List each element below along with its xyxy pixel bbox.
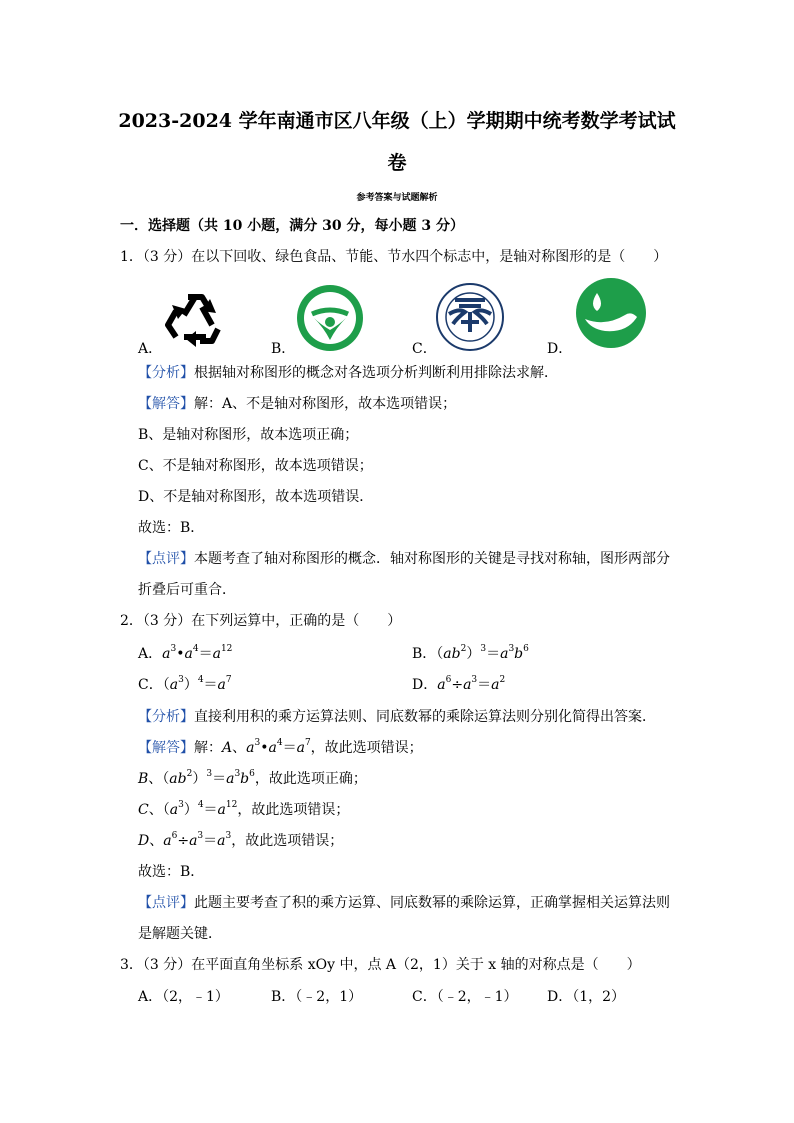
question-3-stem: 3．（3 分）在平面直角坐标系 xOy 中，点 A（2，1）关于 x 轴的对称点是（ ）	[120, 957, 641, 973]
q1-analysis-text: 根据轴对称图形的概念对各选项分析判断利用排除法求解．	[194, 365, 558, 381]
q2-answer-line-4: D、$a^6\div a^3=a^3$，故此选项错误；	[138, 831, 344, 849]
q2-comment-line-2: 是解题关键．	[138, 926, 222, 942]
q2-option-c: C．$(a^3)^4=a^7$	[138, 675, 232, 693]
green-food-icon	[296, 284, 364, 352]
q1-comment-tag: 【点评】	[138, 551, 194, 567]
q2-option-a: A．$a^3•a^4=a^{12}$	[138, 644, 233, 662]
q2-comment-tag: 【点评】	[138, 895, 194, 911]
question-2-stem: 2．（3 分）在下列运算中，正确的是（ ）	[120, 613, 402, 629]
q2-option-d: D．$a^6\div a^3=a^2$	[412, 675, 506, 693]
q1-answer-tag: 【解答】	[138, 396, 194, 412]
q2-answer-line-3: C、$(a^3)^4=a^{12}$，故此选项错误；	[138, 800, 350, 818]
q1-comment-line-2: 折叠后可重合．	[138, 582, 236, 598]
q2-analysis-text: 直接利用积的乘方运算法则、同底数幂的乘除运算法则分别化简得出答案．	[194, 709, 656, 725]
document-title-line-1: 2023-2024 学年南通市区八年级（上）学期期中统考数学考试试	[118, 110, 676, 132]
q1-answer-line-3: C、不是轴对称图形，故本选项错误；	[138, 458, 373, 474]
q2-answer-line-1: 【解答】解：A、$a^3•a^4=a^7$，故此选项错误；	[138, 738, 423, 756]
q2-analysis-tag: 【分析】	[138, 709, 194, 725]
q1-answer-line-4: D、不是轴对称图形，故本选项错误．	[138, 489, 374, 505]
q3-option-c: C．（﹣2，﹣1）	[412, 989, 518, 1005]
q1-option-a-label: A．	[138, 341, 163, 357]
q1-option-d-label: D．	[547, 341, 573, 357]
recycle-icon	[162, 289, 228, 351]
water-saving-icon	[575, 277, 647, 349]
q1-answer-line-1: 解：A、不是轴对称图形，故本选项错误；	[194, 396, 457, 412]
q2-choose: 故选：B．	[138, 864, 205, 880]
q1-comment-text: 本题考查了轴对称图形的概念．轴对称图形的关键是寻找对称轴，图形两部分	[194, 551, 670, 567]
q3-option-d: D．（1，2）	[547, 989, 626, 1005]
q1-analysis-tag: 【分析】	[138, 365, 194, 381]
q3-option-a: A．（2，﹣1）	[138, 989, 229, 1005]
q1-comment	[138, 550, 670, 568]
document-subtitle: 参考答案与试题解析	[356, 193, 438, 203]
q2-option-b: B．$(ab^2)^3=a^3b^6$	[412, 644, 529, 662]
q1-analysis	[138, 364, 558, 382]
q1-answer-line-5: 故选：B．	[138, 520, 205, 536]
section-heading: 一．选择题（共 10 小题，满分 30 分，每小题 3 分）	[120, 218, 464, 234]
q2-answer-line-2: B、$(ab^2)^3=a^3b^6$，故此选项正确；	[138, 769, 367, 787]
q2-analysis	[138, 708, 656, 726]
question-1-stem: 1．（3 分）在以下回收、绿色食品、节能、节水四个标志中，是轴对称图形的是（ ）	[120, 249, 668, 265]
q2-answer-tag: 【解答】	[138, 740, 194, 756]
q2-comment-text: 此题主要考查了积的乘方运算、同底数幂的乘除运算，正确掌握相关运算法则	[194, 895, 670, 911]
q2-answer-prefix: 解：	[194, 740, 222, 756]
document-title-line-2: 卷	[387, 152, 407, 174]
q2-comment	[138, 894, 670, 912]
q1-answer	[138, 395, 456, 413]
q1-answer-line-2: B、是轴对称图形，故本选项正确；	[138, 427, 359, 443]
q1-option-b-label: B．	[271, 341, 296, 357]
q1-option-c-label: C．	[412, 341, 437, 357]
energy-saving-icon	[435, 282, 505, 352]
q3-option-b: B．（﹣2，1）	[271, 989, 363, 1005]
